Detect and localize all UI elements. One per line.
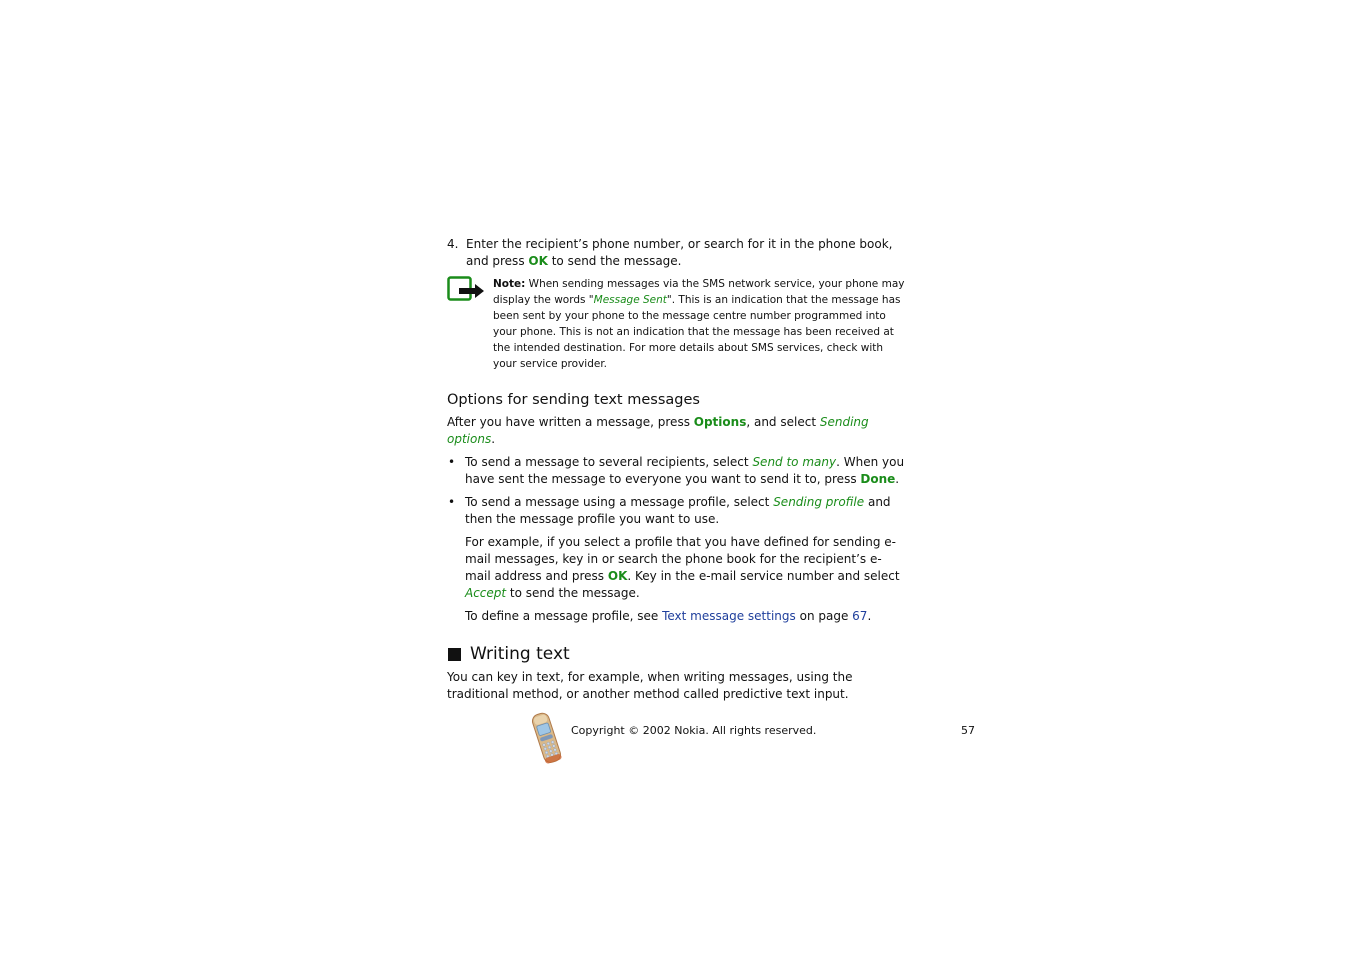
bullet-dot: • [448,495,456,509]
note-label: Note: [493,278,526,290]
writing-text-body: You can key in text, for example, when writing messages, using the traditional method, or another method called predictive text input. [447,670,853,701]
note-block [447,276,907,372]
note-icon [447,276,485,302]
section-square-icon [448,648,461,661]
note-text: Note: When sending messages via the SMS network service, your phone may display the words "Message Sent". This is an indication that the message has been sent by your phone to the message centre number programmed into your phone. This is not an indication that the message has been received at the intended destination. For more details about SMS services, check with your service provider. [493,278,905,370]
step-4 [447,236,907,270]
page-content [447,236,907,703]
options-key-label: Options [693,415,747,429]
done-key-label: Done [860,472,896,486]
page-67-link[interactable]: 67 [852,609,868,623]
ok-key-label-2: OK [607,569,628,583]
page-number: 57 [961,724,975,737]
define-profile-paragraph: To define a message profile, see Text message settings on page 67. [465,609,872,623]
sending-options-label: Sending options [447,415,869,446]
options-intro: After you have written a message, press Options, and select Sending options. [447,415,869,446]
step-number: 4. [447,237,459,251]
sending-profile-label: Sending profile [773,495,865,509]
bullet-sending-profile: • To send a message using a message profile, select Sending profile and then the message profile you want to use. [448,495,891,526]
bullet-send-to-many: • To send a message to several recipients, select Send to many. When you have sent the message to everyone you want to send it to, press Done. [448,455,905,486]
nokia-phone-icon [527,710,565,766]
step-4-text: Enter the recipient’s phone number, or search for it in the phone book, and press OK to send the message. [466,237,893,268]
options-section-title: Options for sending text messages [447,392,700,408]
ok-key-label: OK [528,254,548,268]
bullet-dot: • [448,455,456,469]
example-paragraph: For example, if you select a profile that you have defined for sending e-mail messages, key in or search the phone book for the recipient’s e-mail address and press OK. Key in the e-mail service number and select Accept to send the message. [465,535,900,600]
writing-text-title: Writing text [470,644,570,664]
copyright-text: Copyright © 2002 Nokia. All rights reserved. [571,724,817,737]
text-message-settings-link[interactable]: Text message settings [662,609,796,623]
message-sent-label: Message Sent [593,294,667,306]
send-to-many-label: Send to many [752,455,837,469]
page-footer [527,710,977,766]
accept-label: Accept [465,586,507,600]
writing-text-heading [447,643,907,665]
